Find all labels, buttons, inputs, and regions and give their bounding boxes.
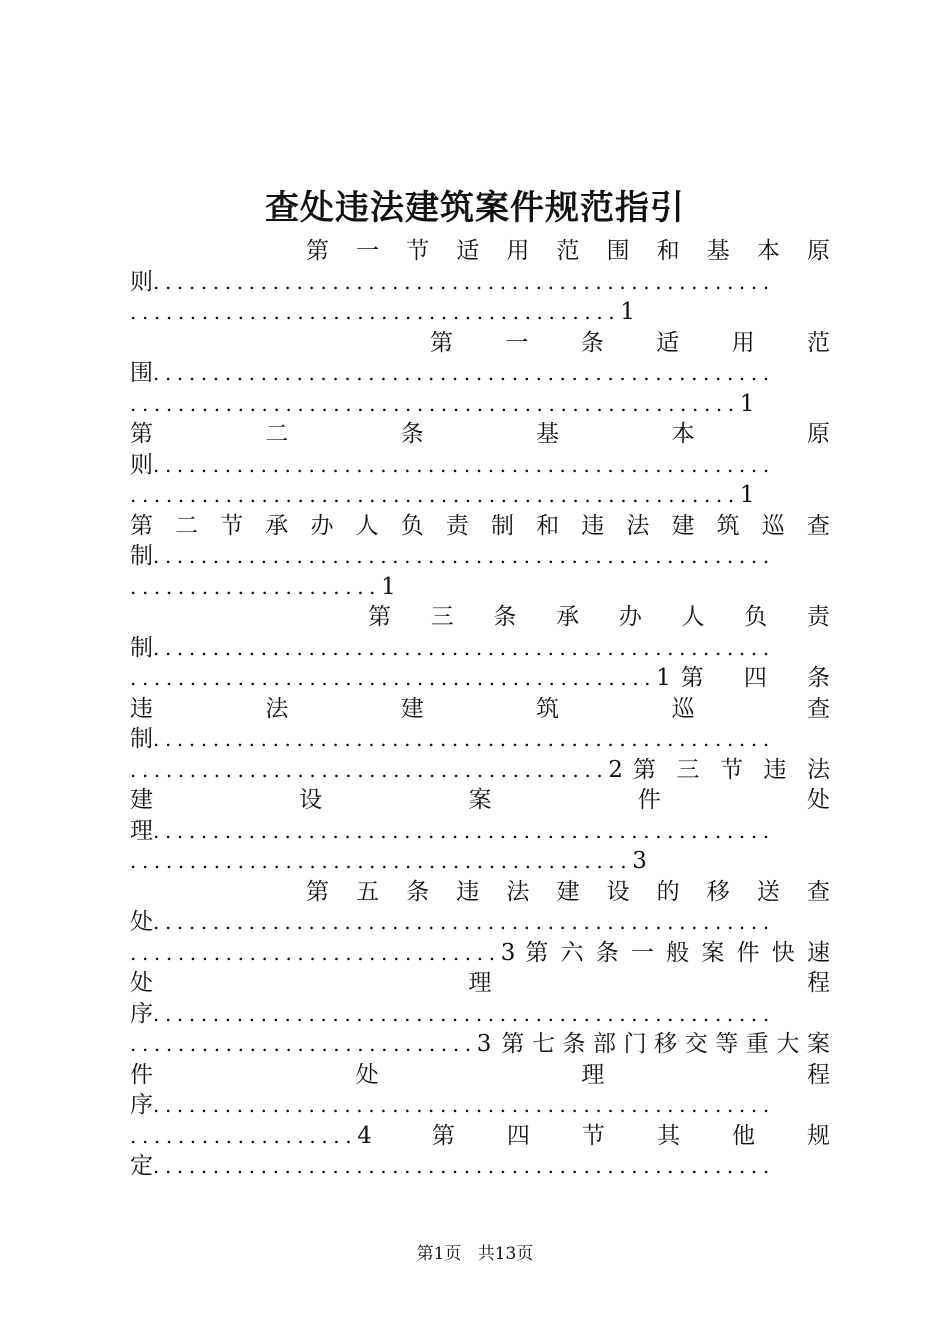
toc-char: 节 xyxy=(406,238,430,264)
toc-char: 三 xyxy=(676,756,700,783)
toc-char: 人 xyxy=(355,512,379,539)
toc-char: 一 xyxy=(630,939,654,966)
toc-char: 筑 xyxy=(716,512,740,539)
toc-char: 制 xyxy=(130,543,153,569)
toc-entry-text xyxy=(623,755,830,786)
toc-char: 定 xyxy=(130,1153,153,1179)
toc-leader-dots: .................................................... xyxy=(153,727,775,751)
toc-line xyxy=(130,663,830,694)
toc-line xyxy=(130,785,830,816)
toc-char: 承 xyxy=(265,512,289,539)
toc-char: 四 xyxy=(506,1122,530,1149)
toc-line xyxy=(130,1029,830,1060)
toc-line xyxy=(130,358,830,389)
toc-leader-dots: ................................................... xyxy=(130,391,740,416)
toc-char: 处 xyxy=(807,787,830,813)
toc-entry-text xyxy=(515,938,830,969)
toc-line xyxy=(130,389,830,420)
toc-char: 建 xyxy=(556,878,580,905)
toc-char: 节 xyxy=(719,756,743,783)
toc-char: 基 xyxy=(536,421,560,447)
toc-char: 他 xyxy=(731,1122,755,1149)
toc-leader-dots: ..................... xyxy=(130,574,382,599)
toc-entry-text xyxy=(372,1121,830,1152)
toc-char: 节 xyxy=(220,512,244,539)
toc-char: 第 xyxy=(368,604,391,630)
toc-page-number: 4 xyxy=(357,1122,372,1149)
toc-leader-dots: .................................................... xyxy=(153,544,775,568)
toc-char: 建 xyxy=(130,787,153,813)
toc-line xyxy=(130,694,830,725)
toc-char: 第 xyxy=(525,939,549,966)
toc-char: 人 xyxy=(681,604,705,630)
toc-char: 本 xyxy=(756,238,780,264)
toc-char: 用 xyxy=(506,238,530,264)
toc-char: 条 xyxy=(493,604,517,630)
toc-char: 责 xyxy=(445,512,469,539)
toc-leader-dots: .................................................... xyxy=(153,818,775,843)
page-number: 第1页 xyxy=(416,1244,462,1264)
toc-page-number: 1 xyxy=(620,299,635,325)
toc-leader-dots: .................................................... xyxy=(153,361,775,385)
toc-char: 件 xyxy=(130,1061,153,1088)
toc-leader-dots: .................................................... xyxy=(153,1001,775,1026)
toc-line xyxy=(130,938,830,969)
toc-line xyxy=(130,450,830,481)
toc-line xyxy=(130,572,830,603)
toc-char: 速 xyxy=(806,939,830,966)
toc-char: 条 xyxy=(406,878,430,905)
toc-char: 设 xyxy=(299,787,323,813)
toc-char: 理 xyxy=(130,817,153,844)
toc-line xyxy=(130,236,830,267)
toc-line xyxy=(130,907,830,938)
toc-leader-dots: .................................................... xyxy=(153,452,775,477)
toc-line xyxy=(130,724,830,755)
toc-char: 门 xyxy=(623,1031,647,1057)
toc-char: 第 xyxy=(130,512,153,539)
toc-leader-dots: ............................................ xyxy=(130,666,657,690)
toc-char: 查 xyxy=(806,878,830,905)
toc-leader-dots: ............................... xyxy=(130,940,501,965)
toc-char: 第 xyxy=(632,756,656,783)
toc-char: 建 xyxy=(671,512,695,539)
toc-char: 用 xyxy=(731,329,755,356)
toc-char: 规 xyxy=(807,1122,830,1149)
toc-char: 案 xyxy=(806,1031,830,1057)
toc-char: 法 xyxy=(265,695,289,722)
toc-char: 理 xyxy=(468,970,492,996)
toc-char: 四 xyxy=(743,665,767,691)
toc-char: 违 xyxy=(456,878,480,905)
toc-line xyxy=(130,633,830,664)
toc-char: 程 xyxy=(807,970,830,996)
toc-char: 建 xyxy=(400,695,424,722)
toc-char: 巡 xyxy=(761,512,785,539)
toc-char: 部 xyxy=(593,1031,617,1057)
toc-line xyxy=(130,328,830,359)
toc-char: 范 xyxy=(556,238,580,264)
toc-line xyxy=(130,541,830,572)
toc-char: 制 xyxy=(130,726,153,752)
toc-char: 则 xyxy=(130,451,153,478)
toc-char: 责 xyxy=(806,604,830,630)
toc-char: 第 xyxy=(130,421,153,447)
toc-page-number: 3 xyxy=(476,1031,492,1057)
toc-char: 制 xyxy=(130,634,153,661)
toc-char: 承 xyxy=(556,604,580,630)
toc-char: 六 xyxy=(560,939,584,966)
toc-char: 序 xyxy=(130,1092,153,1118)
toc-char: 范 xyxy=(806,329,830,356)
toc-leader-dots: .................................................... xyxy=(153,1093,775,1117)
toc-line xyxy=(130,1090,830,1121)
toc-char: 查 xyxy=(806,695,830,722)
toc-line xyxy=(130,602,830,633)
toc-char: 大 xyxy=(776,1031,800,1057)
toc-char: 和 xyxy=(536,512,560,539)
toc-line xyxy=(130,1121,830,1152)
toc-char: 其 xyxy=(656,1122,680,1149)
toc-char: 筑 xyxy=(536,695,560,722)
toc-page-number: 1 xyxy=(739,390,755,417)
toc-page-number: 3 xyxy=(500,939,516,966)
toc-page-number: 3 xyxy=(632,848,647,874)
toc-char: 五 xyxy=(356,878,380,905)
toc-char: 办 xyxy=(618,604,642,630)
toc-line xyxy=(130,999,830,1030)
toc-char: 处 xyxy=(130,909,153,935)
toc-char: 等 xyxy=(715,1031,739,1057)
page-footer xyxy=(0,1242,950,1266)
toc-char: 第 xyxy=(306,238,329,264)
toc-char: 交 xyxy=(684,1031,708,1057)
toc-char: 巡 xyxy=(671,695,695,722)
toc-char: 违 xyxy=(130,695,153,722)
toc-char: 违 xyxy=(581,512,605,539)
toc-page-number: 1 xyxy=(739,482,755,508)
toc-line xyxy=(130,267,830,298)
toc-char: 条 xyxy=(595,939,619,966)
toc-entry-text xyxy=(671,663,830,694)
toc-line xyxy=(130,1060,830,1091)
toc-char: 办 xyxy=(310,512,334,539)
toc-char: 查 xyxy=(806,512,830,539)
toc-char: 第 xyxy=(431,1122,455,1149)
toc-char: 原 xyxy=(806,238,830,264)
toc-char: 基 xyxy=(706,238,730,264)
toc-leader-dots: .................................................... xyxy=(153,1154,775,1178)
toc-char: 二 xyxy=(175,512,199,539)
toc-char: 第 xyxy=(680,665,704,691)
toc-char: 重 xyxy=(745,1031,769,1057)
toc-line xyxy=(130,297,830,328)
toc-char: 适 xyxy=(656,329,680,356)
toc-line xyxy=(130,755,830,786)
toc-line xyxy=(130,877,830,908)
toc-line xyxy=(130,1151,830,1182)
toc-line xyxy=(130,419,830,450)
toc-line xyxy=(130,816,830,847)
toc-leader-dots: ............................. xyxy=(130,1032,477,1056)
toc-char: 法 xyxy=(626,512,650,539)
toc-char: 第 xyxy=(430,329,453,356)
toc-char: 第 xyxy=(306,878,329,905)
toc-page-number: 1 xyxy=(381,573,396,600)
toc-char: 条 xyxy=(400,421,424,447)
toc-leader-dots: .................................................... xyxy=(153,269,775,294)
document-title: 查处违法建筑案件规范指引 xyxy=(265,188,685,228)
toc-leader-dots: ................... xyxy=(130,1123,358,1148)
toc-char: 件 xyxy=(736,939,760,966)
toc-char: 移 xyxy=(654,1031,678,1057)
toc-line xyxy=(130,846,830,877)
toc-char: 处 xyxy=(355,1061,379,1088)
toc-char: 本 xyxy=(671,421,695,447)
toc-leader-dots: ........................................ xyxy=(130,757,609,782)
toc-char: 序 xyxy=(130,1000,153,1027)
toc-leader-dots: ......................................... xyxy=(130,300,621,324)
toc-char: 移 xyxy=(706,878,730,905)
toc-char: 法 xyxy=(807,756,830,783)
toc-char: 制 xyxy=(491,512,514,539)
toc-char: 送 xyxy=(756,878,780,905)
toc-char: 第 xyxy=(501,1031,525,1057)
toc-char: 条 xyxy=(562,1031,586,1057)
toc-char: 条 xyxy=(807,665,830,691)
toc-line xyxy=(130,511,830,542)
toc-char: 节 xyxy=(581,1122,605,1149)
table-of-contents xyxy=(130,236,830,1182)
toc-char: 的 xyxy=(656,878,680,905)
toc-leader-dots: ................................................... xyxy=(130,483,740,507)
toc-char: 件 xyxy=(637,787,661,813)
toc-char: 处 xyxy=(130,970,153,996)
toc-char: 条 xyxy=(580,329,604,356)
toc-leader-dots: .................................................... xyxy=(153,910,775,934)
toc-char: 三 xyxy=(430,604,454,630)
toc-leader-dots: .................................................... xyxy=(153,635,775,660)
toc-char: 案 xyxy=(701,939,725,966)
toc-page-number: 2 xyxy=(608,756,623,783)
toc-char: 程 xyxy=(806,1061,830,1088)
toc-char: 负 xyxy=(744,604,768,630)
toc-char: 设 xyxy=(606,878,630,905)
toc-char: 快 xyxy=(771,939,795,966)
toc-char: 七 xyxy=(531,1031,555,1057)
toc-char: 围 xyxy=(606,238,630,264)
toc-char: 一 xyxy=(356,238,380,264)
toc-char: 负 xyxy=(400,512,424,539)
toc-char: 则 xyxy=(130,268,153,295)
page-total: 共13页 xyxy=(477,1244,534,1264)
toc-char: 一 xyxy=(505,329,529,356)
toc-char: 理 xyxy=(581,1061,605,1088)
toc-char: 违 xyxy=(763,756,787,783)
toc-char: 和 xyxy=(656,238,680,264)
toc-char: 围 xyxy=(130,360,153,386)
toc-entry-text xyxy=(491,1029,830,1060)
toc-char: 二 xyxy=(265,421,289,447)
toc-char: 案 xyxy=(468,787,492,813)
toc-line xyxy=(130,480,830,511)
toc-char: 般 xyxy=(666,939,690,966)
toc-line xyxy=(130,968,830,999)
toc-char: 适 xyxy=(456,238,480,264)
toc-leader-dots: .......................................... xyxy=(130,849,633,873)
toc-char: 法 xyxy=(506,878,530,905)
toc-char: 原 xyxy=(806,421,830,447)
toc-page-number: 1 xyxy=(656,665,671,691)
